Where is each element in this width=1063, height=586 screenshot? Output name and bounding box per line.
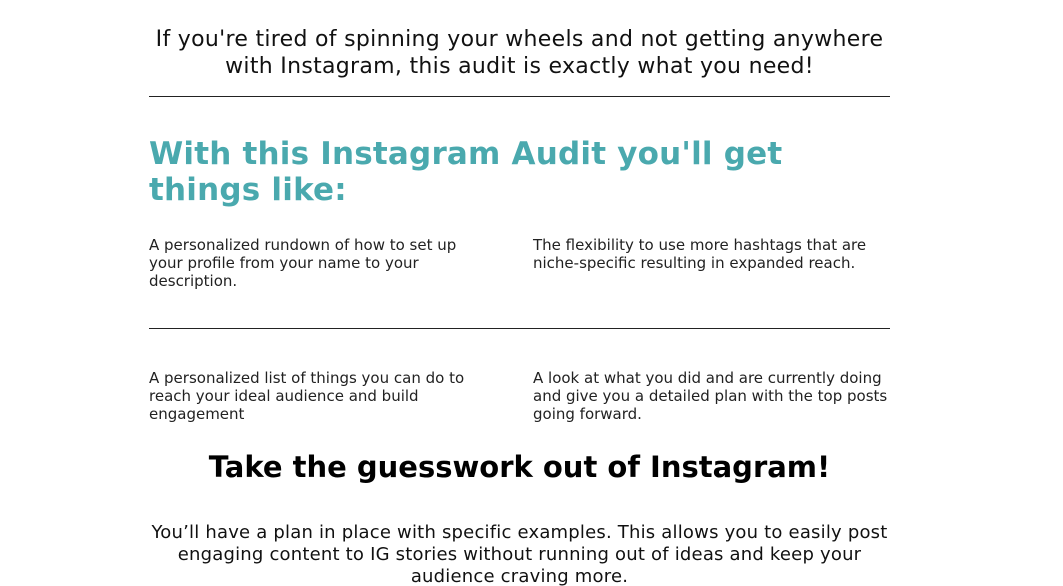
divider-middle xyxy=(149,328,890,329)
feature-hashtag-flexibility: The flexibility to use more hashtags that are niche-specific resulting in expanded reach. xyxy=(533,236,867,272)
divider-top xyxy=(149,96,890,97)
intro-text: If you're tired of spinning your wheels and not getting anywhere with Instagram, this audit is exactly what you need! xyxy=(155,27,884,79)
cta-heading: Take the guesswork out of Instagram! xyxy=(208,450,831,484)
features-heading: With this Instagram Audit you'll get things like: xyxy=(149,136,783,208)
feature-detailed-plan: A look at what you did and are currently doing and give you a detailed plan with the top posts going forward. xyxy=(533,369,888,423)
feature-profile-rundown: A personalized rundown of how to set up your profile from your name to your description. xyxy=(149,236,457,290)
closing-text: You’ll have a plan in place with specific examples. This allows you to easily post engaging content to IG stories without running out of ideas and keep your audience craving more. xyxy=(151,522,888,586)
feature-audience-list: A personalized list of things you can do to reach your ideal audience and build engagement xyxy=(149,369,465,423)
